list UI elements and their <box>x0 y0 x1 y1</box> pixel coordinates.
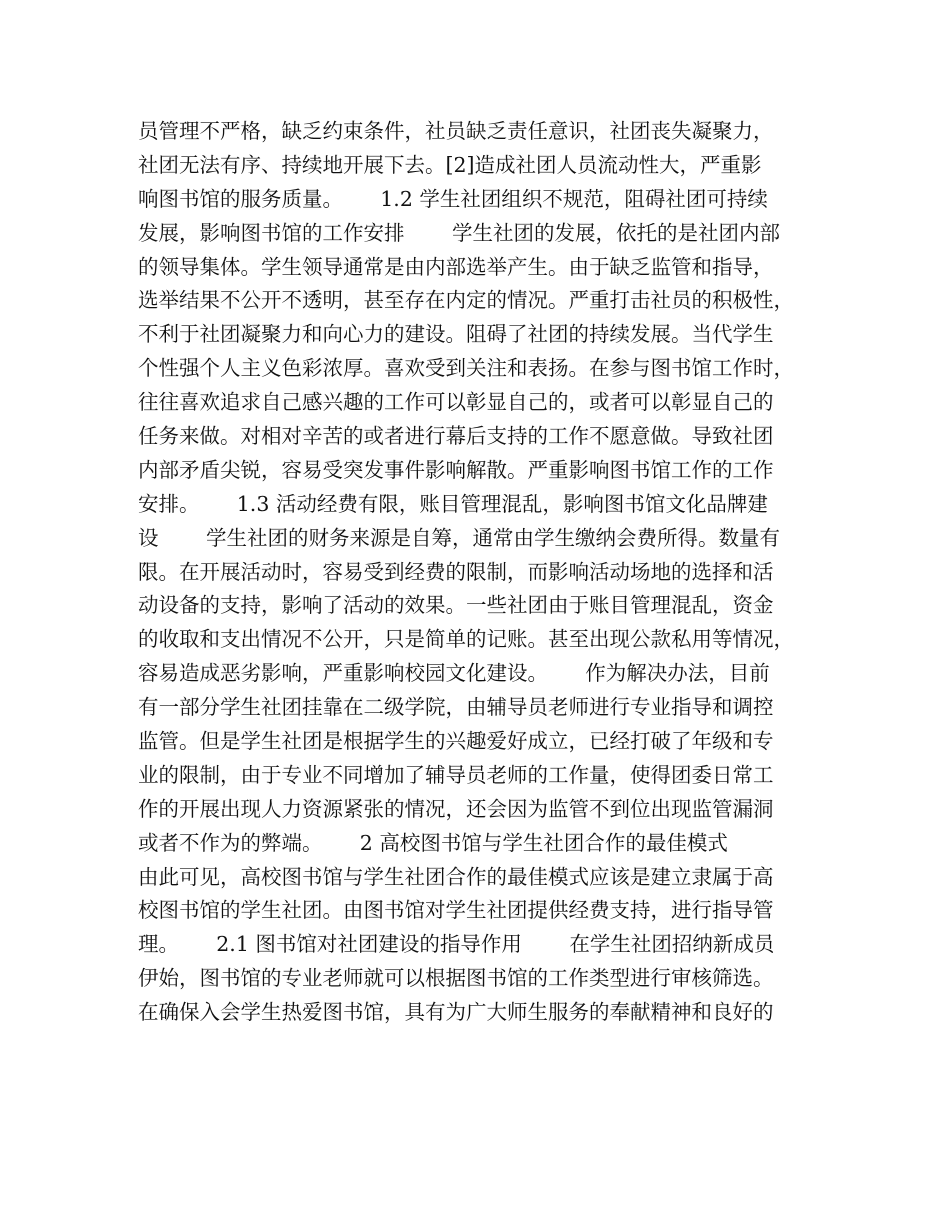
text-line: 设 学生社团的财务来源是自筹，通常由学生缴纳会费所得。数量有 <box>138 525 781 550</box>
text-line: 校图书馆的学生社团。由图书馆对学生社团提供经费支持，进行指导管 <box>138 898 774 923</box>
text-line: 伊始，图书馆的专业老师就可以根据图书馆的工作类型进行审核筛选。 <box>138 966 774 991</box>
text-line: 在确保入会学生热爱图书馆，具有为广大师生服务的奉献精神和良好的 <box>138 1000 774 1025</box>
body-text <box>138 115 828 1030</box>
text-line: 选举结果不公开不透明，甚至存在内定的情况。严重打击社员的积极性， <box>138 288 794 313</box>
text-line: 安排。 1.3 活动经费有限，账目管理混乱，影响图书馆文化品牌建 <box>138 491 768 516</box>
text-line: 员管理不严格，缺乏约束条件，社员缺乏责任意识，社团丧失凝聚力， <box>138 119 774 143</box>
text-line: 动设备的支持，影响了活动的效果。一些社团由于账目管理混乱，资金 <box>138 593 774 618</box>
text-line: 不利于社团凝聚力和向心力的建设。阻碍了社团的持续发展。当代学生 <box>138 322 774 347</box>
text-line: 业的限制，由于专业不同增加了辅导员老师的工作量，使得团委日常工 <box>138 762 774 787</box>
text-line: 或者不作为的弊端。 2 高校图书馆与学生社团合作的最佳模式 <box>138 830 728 855</box>
text-line: 容易造成恶劣影响，严重影响校园文化建设。 作为解决办法，目前 <box>138 661 770 686</box>
text-line: 发展，影响图书馆的工作安排 学生社团的发展，依托的是社团内部 <box>138 220 781 245</box>
text-line: 的收取和支出情况不公开，只是简单的记账。甚至出现公款私用等情况， <box>138 627 794 652</box>
text-line: 个性强个人主义色彩浓厚。喜欢受到关注和表扬。在参与图书馆工作时， <box>138 356 794 381</box>
text-line: 内部矛盾尖锐，容易受突发事件影响解散。严重影响图书馆工作的工作 <box>138 457 774 482</box>
text-line: 往往喜欢追求自己感兴趣的工作可以彰显自己的，或者可以彰显自己的 <box>138 390 774 415</box>
text-line: 理。 2.1 图书馆对社团建设的指导作用 在学生社团招纳新成员 <box>138 932 775 957</box>
text-line: 社团无法有序、持续地开展下去。[2]造成社团人员流动性大，严重影 <box>138 152 762 177</box>
text-line: 作的开展出现人力资源紧张的情况，还会因为监管不到位出现监管漏洞 <box>138 796 774 821</box>
text-line: 响图书馆的服务质量。 1.2 学生社团组织不规范，阻碍社团可持续 <box>138 186 768 211</box>
text-line: 限。在开展活动时，容易受到经费的限制，而影响活动场地的选择和活 <box>138 559 774 584</box>
text-line: 监管。但是学生社团是根据学生的兴趣爱好成立，已经打破了年级和专 <box>138 729 774 754</box>
text-line: 任务来做。对相对辛苦的或者进行幕后支持的工作不愿意做。导致社团 <box>138 424 774 449</box>
text-line: 有一部分学生社团挂靠在二级学院，由辅导员老师进行专业指导和调控 <box>138 695 774 720</box>
text-line: 由此可见，高校图书馆与学生社团合作的最佳模式应该是建立隶属于高 <box>138 864 774 889</box>
text-line: 的领导集体。学生领导通常是由内部选举产生。由于缺乏监管和指导， <box>138 254 774 279</box>
